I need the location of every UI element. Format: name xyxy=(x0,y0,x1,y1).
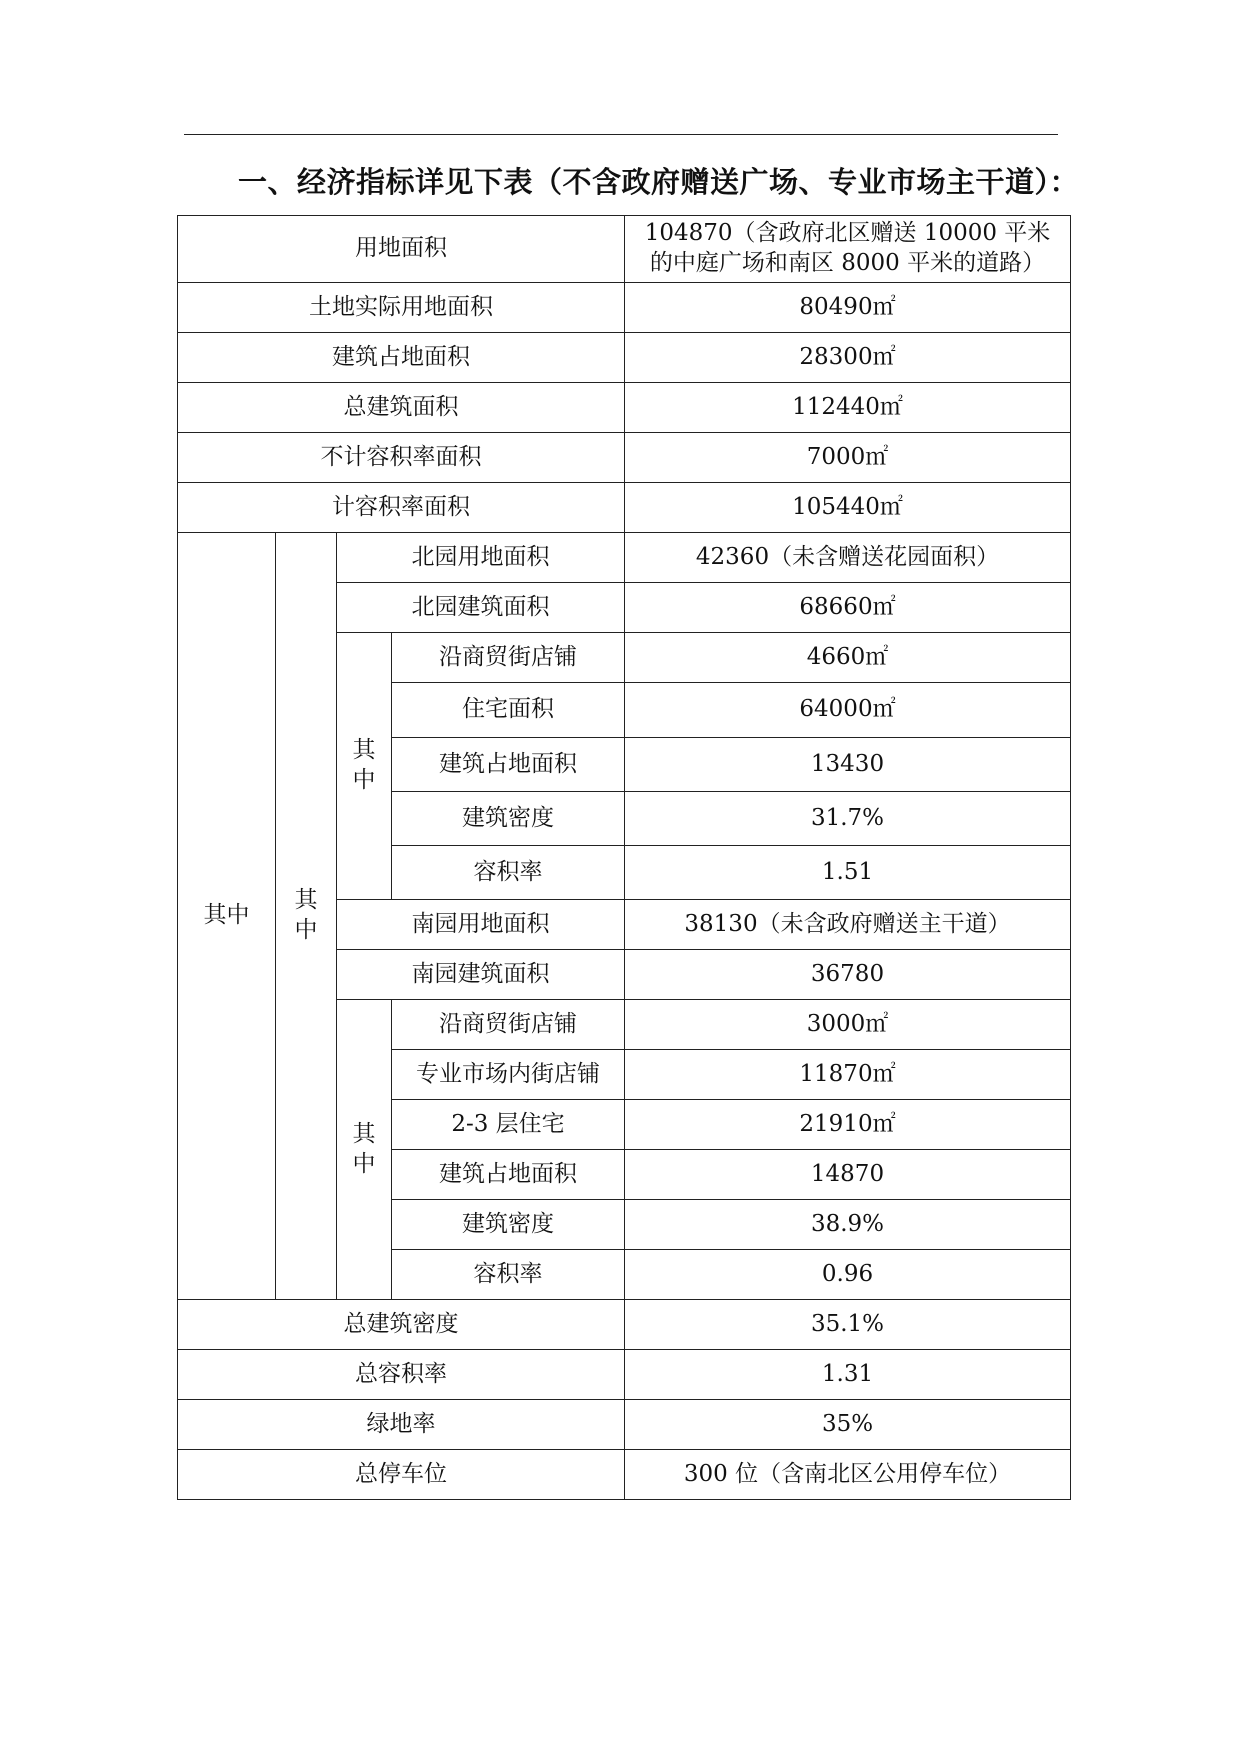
row-value: 36780 xyxy=(625,950,1071,1000)
row-label: 建筑占地面积 xyxy=(178,333,625,383)
row-value: 11870㎡ xyxy=(625,1050,1071,1100)
table-row xyxy=(178,1300,1071,1350)
row-value: 104870（含政府北区赠送 10000 平米的中庭广场和南区 8000 平米的道路） xyxy=(625,216,1071,283)
inner-label-char-2: 中 xyxy=(294,917,318,943)
sub-label-char-2: 中 xyxy=(352,767,376,793)
row-label: 总建筑密度 xyxy=(178,1300,625,1350)
row-value: 105440㎡ xyxy=(625,483,1071,533)
table-row xyxy=(178,483,1071,533)
row-label: 建筑占地面积 xyxy=(392,1150,625,1200)
row-label: 计容积率面积 xyxy=(178,483,625,533)
row-label: 总建筑面积 xyxy=(178,383,625,433)
row-value: 1.31 xyxy=(625,1350,1071,1400)
row-value: 0.96 xyxy=(625,1250,1071,1300)
sub-label-char-2: 中 xyxy=(352,1150,376,1177)
row-value: 80490㎡ xyxy=(625,283,1071,333)
row-label: 总停车位 xyxy=(178,1450,625,1500)
row-value: 28300㎡ xyxy=(625,333,1071,383)
row-label: 用地面积 xyxy=(178,216,625,283)
table-row xyxy=(178,1350,1071,1400)
row-label: 2-3 层住宅 xyxy=(392,1100,625,1150)
row-label: 土地实际用地面积 xyxy=(178,283,625,333)
row-value: 13430 xyxy=(625,738,1071,792)
row-value: 35% xyxy=(625,1400,1071,1450)
row-value: 42360（未含赠送花园面积） xyxy=(625,533,1071,583)
row-value: 1.51 xyxy=(625,846,1071,900)
row-label: 沿商贸街店铺 xyxy=(392,1000,625,1050)
north-sub-group-label xyxy=(337,633,392,900)
row-value: 112440㎡ xyxy=(625,383,1071,433)
header-rule xyxy=(184,134,1058,135)
outer-group-label: 其中 xyxy=(178,533,276,1300)
row-value: 14870 xyxy=(625,1150,1071,1200)
table-row xyxy=(178,433,1071,483)
row-value: 300 位（含南北区公用停车位） xyxy=(625,1450,1071,1500)
inner-label-char-1: 其 xyxy=(294,887,318,914)
row-value: 21910㎡ xyxy=(625,1100,1071,1150)
row-value: 64000㎡ xyxy=(625,683,1071,738)
row-label: 沿商贸街店铺 xyxy=(392,633,625,683)
table-row xyxy=(178,533,1071,583)
section-heading: 一、经济指标详见下表（不含政府赠送广场、专业市场主干道）： xyxy=(238,165,1080,199)
row-value: 3000㎡ xyxy=(625,1000,1071,1050)
table-row xyxy=(178,333,1071,383)
sub-label-char-1: 其 xyxy=(352,737,376,764)
row-label: 南园建筑面积 xyxy=(337,950,625,1000)
row-value: 38130（未含政府赠送主干道） xyxy=(625,900,1071,950)
row-label: 建筑占地面积 xyxy=(392,738,625,792)
row-value: 31.7% xyxy=(625,792,1071,846)
row-label: 北园用地面积 xyxy=(337,533,625,583)
row-label: 不计容积率面积 xyxy=(178,433,625,483)
table-row xyxy=(178,383,1071,433)
south-sub-group-label xyxy=(337,1000,392,1300)
row-label: 绿地率 xyxy=(178,1400,625,1450)
table-row xyxy=(178,1450,1071,1500)
row-value: 68660㎡ xyxy=(625,583,1071,633)
row-label: 容积率 xyxy=(392,846,625,900)
sub-label-char-1: 其 xyxy=(352,1120,376,1147)
table-row xyxy=(178,216,1071,283)
row-value: 35.1% xyxy=(625,1300,1071,1350)
row-label: 住宅面积 xyxy=(392,683,625,738)
table-row xyxy=(178,1400,1071,1450)
inner-group-label xyxy=(276,533,337,1300)
row-label: 北园建筑面积 xyxy=(337,583,625,633)
row-value: 7000㎡ xyxy=(625,433,1071,483)
economic-indicators-table xyxy=(177,215,1071,1500)
row-value: 4660㎡ xyxy=(625,633,1071,683)
row-label: 建筑密度 xyxy=(392,792,625,846)
table-row xyxy=(178,283,1071,333)
row-label: 总容积率 xyxy=(178,1350,625,1400)
row-value: 38.9% xyxy=(625,1200,1071,1250)
row-label: 建筑密度 xyxy=(392,1200,625,1250)
row-label: 容积率 xyxy=(392,1250,625,1300)
row-label: 专业市场内街店铺 xyxy=(392,1050,625,1100)
row-label: 南园用地面积 xyxy=(337,900,625,950)
